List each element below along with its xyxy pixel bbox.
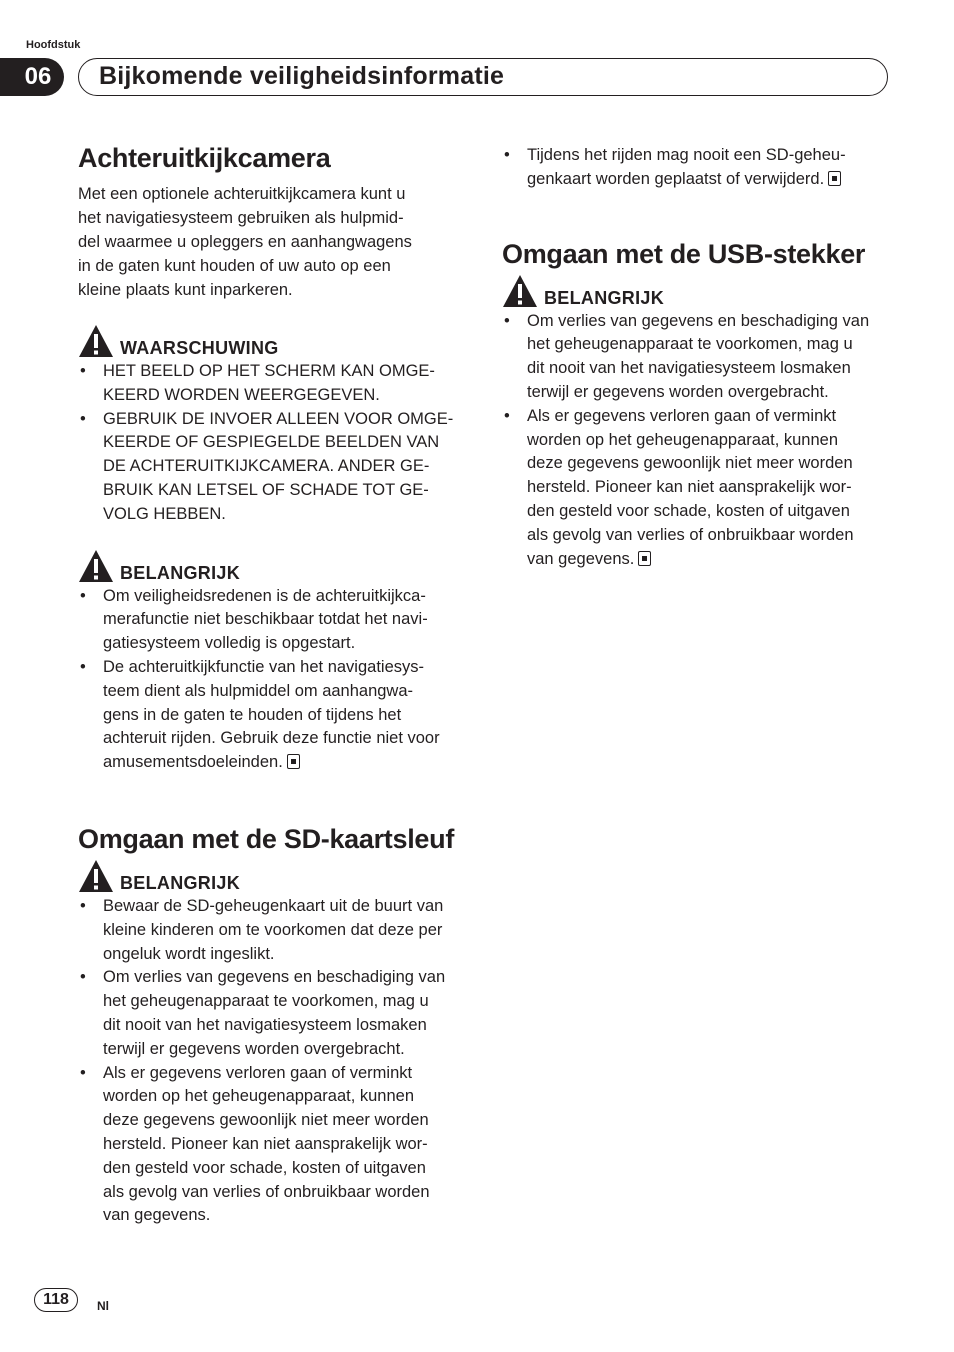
list-item xyxy=(78,360,466,408)
line: amusementsdoeleinden. xyxy=(103,753,283,772)
line: dit nooit van het navigatiesysteem losmaken xyxy=(527,359,851,378)
chapter-number: 06 xyxy=(24,63,52,90)
page-number xyxy=(34,1288,78,1312)
list-item xyxy=(502,405,890,572)
line: Tijdens het rijden mag nooit een SD-geheu- xyxy=(527,146,846,164)
line: worden op het geheugenapparaat, kunnen xyxy=(527,430,839,449)
important-list xyxy=(78,895,466,1228)
line: VOLG HEBBEN. xyxy=(103,504,226,523)
line: GEBRUIK DE INVOER ALLEEN VOOR OMGE- xyxy=(103,409,454,428)
warning-triangle-icon xyxy=(78,859,114,893)
warning-triangle-icon xyxy=(502,274,538,308)
warning-list xyxy=(78,360,466,527)
line: gatiesysteem volledig is opgestart. xyxy=(103,634,356,653)
line: het geheugenapparaat te voorkomen, mag u xyxy=(103,992,429,1011)
end-of-section-icon xyxy=(287,754,300,769)
line: achteruit rijden. Gebruik deze functie niet voor xyxy=(103,729,440,748)
line: als gevolg van verlies of onbruikbaar worden xyxy=(103,1182,430,1201)
chapter-number-badge xyxy=(0,58,64,96)
line: genkaart worden geplaatst of verwijderd. xyxy=(527,169,825,188)
line: het geheugenapparaat te voorkomen, mag u xyxy=(527,335,853,354)
line: dit nooit van het navigatiesysteem losmaken xyxy=(103,1015,427,1034)
line: deze gegevens gewoonlijk niet meer worden xyxy=(103,1111,429,1130)
list-item xyxy=(78,585,466,656)
language-code: Nl xyxy=(97,1299,109,1313)
warning-header xyxy=(78,322,466,358)
line: den gesteld voor schade, kosten of uitgaven xyxy=(103,1158,426,1177)
list-item xyxy=(78,895,466,966)
section-heading-sd-slot: Omgaan met de SD-kaartsleuf xyxy=(78,823,455,854)
intro-line: kleine plaats kunt inparkeren. xyxy=(78,281,293,299)
intro-line: in de gaten kunt houden of uw auto op een xyxy=(78,257,391,275)
intro-paragraph xyxy=(78,182,466,302)
chapter-label: Hoofdstuk xyxy=(26,39,81,51)
important-title: BELANGRIJK xyxy=(120,562,241,583)
list-item xyxy=(78,1062,466,1229)
intro-line: Met een optionele achteruitkijkcamera kunt u xyxy=(78,185,406,203)
line: terwijl er gegevens worden overgebracht. xyxy=(103,1039,405,1058)
line: van gegevens. xyxy=(527,549,635,568)
warning-triangle-icon xyxy=(78,549,114,583)
line: hersteld. Pioneer kan niet aansprakelijk wor- xyxy=(527,478,852,497)
left-column xyxy=(78,142,466,1228)
line: van gegevens. xyxy=(103,1206,211,1225)
line: HET BEELD OP HET SCHERM KAN OMGE- xyxy=(103,362,435,380)
line: KEERDE OF GESPIEGELDE BEELDEN VAN xyxy=(103,433,440,452)
line: hersteld. Pioneer kan niet aansprakelijk wor- xyxy=(103,1134,428,1153)
chapter-title-bar xyxy=(78,58,888,96)
warning-title: WAARSCHUWING xyxy=(120,338,279,358)
intro-line: het navigatiesysteem gebruiken als hulpmid- xyxy=(78,209,404,227)
line: Als er gegevens verloren gaan of verminkt xyxy=(527,406,837,425)
list-item xyxy=(78,656,466,775)
line: terwijl er gegevens worden overgebracht. xyxy=(527,382,829,401)
line: ongeluk wordt ingeslikt. xyxy=(103,944,275,963)
section-heading-rear-camera: Achteruitkijkcamera xyxy=(78,143,331,173)
important-header xyxy=(78,547,466,583)
section-heading-usb: Omgaan met de USB-stekker xyxy=(502,238,866,269)
line: De achteruitkijkfunctie van het navigatiesys- xyxy=(103,657,424,676)
right-column xyxy=(502,142,890,571)
end-of-section-icon xyxy=(638,551,651,566)
line: Om verlies van gegevens en beschadiging van xyxy=(527,311,870,330)
line: den gesteld voor schade, kosten of uitgaven xyxy=(527,501,850,520)
important-header xyxy=(502,272,890,308)
page-number-text: 118 xyxy=(43,1291,69,1308)
line: Om verlies van gegevens en beschadiging van xyxy=(103,968,446,987)
line: kleine kinderen om te voorkomen dat deze per xyxy=(103,920,443,939)
line: KEERD WORDEN WEERGEGEVEN. xyxy=(103,385,380,404)
list-item xyxy=(502,144,890,192)
list-item xyxy=(78,966,466,1061)
important-title: BELANGRIJK xyxy=(544,287,665,308)
line: teem dient als hulpmiddel om aanhangwa- xyxy=(103,681,414,700)
warning-triangle-icon xyxy=(78,324,114,358)
important-header xyxy=(78,857,466,893)
line: merafunctie niet beschikbaar totdat het navi- xyxy=(103,610,428,629)
line: Om veiligheidsredenen is de achteruitkijkca- xyxy=(103,586,426,605)
important-list xyxy=(78,585,466,775)
line: DE ACHTERUITKIJKCAMERA. ANDER GE- xyxy=(103,457,430,476)
line: Als er gegevens verloren gaan of verminkt xyxy=(103,1063,413,1082)
intro-line: del waarmee u opleggers en aanhangwagens xyxy=(78,233,412,251)
list-item xyxy=(502,310,890,405)
line: als gevolg van verlies of onbruikbaar worden xyxy=(527,525,854,544)
line: gens in de gaten te houden of tijdens het xyxy=(103,705,402,724)
line: worden op het geheugenapparaat, kunnen xyxy=(103,1087,415,1106)
important-list xyxy=(502,310,890,572)
important-title: BELANGRIJK xyxy=(120,872,241,893)
line: deze gegevens gewoonlijk niet meer worden xyxy=(527,454,853,473)
line: BRUIK KAN LETSEL OF SCHADE TOT GE- xyxy=(103,480,429,499)
continued-list xyxy=(502,144,890,192)
end-of-section-icon xyxy=(828,171,841,186)
list-item xyxy=(78,408,466,527)
line: Bewaar de SD-geheugenkaart uit de buurt van xyxy=(103,896,444,915)
chapter-title: Bijkomende veiligheidsinformatie xyxy=(99,62,505,90)
